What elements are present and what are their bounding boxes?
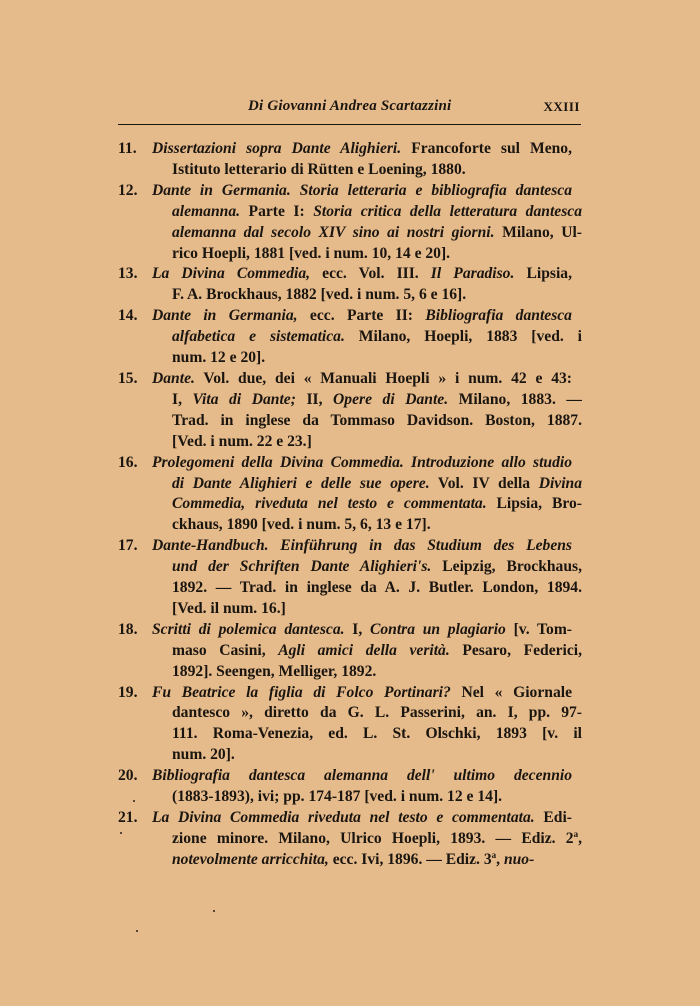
entry-text: [Ved. i num. 22 e 23.] (172, 432, 312, 450)
entry-number: 18. (118, 620, 138, 638)
title-italic: nuo- (503, 850, 535, 868)
title-italic: Scritti di polemica dantesca. (152, 620, 345, 638)
entry-number: 13. (118, 265, 138, 283)
entry-text: 111. Roma-Venezia, ed. L. St. Olschki, 1893 [v. il (172, 725, 582, 743)
print-speck (133, 800, 135, 802)
bibliography-entry (118, 766, 582, 808)
title-italic: Agli amici della verità. (278, 641, 450, 659)
entry-line (152, 306, 572, 327)
entry-text: I, (344, 620, 370, 638)
entry-number: 15. (118, 369, 138, 387)
entry-text: Pesaro, Federici, (449, 641, 583, 659)
print-speck (120, 832, 122, 834)
entry-text: Vol. due, dei « Manuali Hoepli » i num. 42 e 43: (194, 369, 572, 387)
entry-text: Milano, Ul- (494, 223, 582, 241)
header-rule (118, 124, 581, 125)
entry-text: Francoforte sul Meno, (401, 140, 572, 157)
title-italic: Divina (538, 474, 583, 492)
title-italic: und der Schriften Dante Alighieri's. (172, 558, 432, 576)
entry-number: 14. (118, 307, 138, 325)
bibliography-entry (118, 808, 582, 871)
entry-text: Leipzig, Brockhaus, (431, 558, 582, 576)
entry-text: (1883-1893), ivi; pp. 174-187 [ved. i num. 12 e 14]. (172, 788, 503, 806)
entry-text: Lipsia, Bro- (486, 495, 582, 513)
title-italic: Commedia, riveduta nel testo e commentata. (172, 495, 487, 513)
entry-text: , (578, 829, 582, 847)
entry-text: 1892. — Trad. in inglese da A. J. Butler. London, 1894. (172, 579, 582, 597)
entry-line (152, 766, 572, 787)
entry-line (152, 181, 572, 202)
title-italic: Contra un plagiario (369, 620, 506, 638)
entry-text: [v. Tom- (505, 620, 572, 638)
bibliography-entry (118, 683, 582, 767)
title-italic: alemanna. (172, 202, 241, 220)
entry-line (162, 411, 582, 432)
entry-text: 1892]. Seengen, Melliger, 1892. (172, 662, 377, 680)
entry-line (152, 536, 572, 557)
entry-line (152, 683, 572, 704)
title-italic: Dante in Germania, (152, 307, 298, 325)
entry-line (162, 850, 582, 871)
entry-text: II, (295, 390, 334, 408)
entry-text: Istituto letterario di Rütten e Loening, 1880. (172, 160, 466, 178)
entry-line (162, 494, 582, 515)
entry-text: Edi- (534, 809, 572, 826)
entry-text: ecc. Vol. III. (310, 265, 431, 283)
entry-text: , (496, 850, 504, 868)
entry-line (162, 578, 582, 599)
print-speck (213, 910, 215, 912)
entry-line (162, 745, 582, 766)
entry-line (162, 160, 582, 181)
title-italic: La Divina Commedia, (152, 265, 311, 283)
entry-line (152, 620, 572, 641)
title-italic: Dante. (152, 369, 195, 387)
entry-number: 20. (118, 767, 138, 785)
entry-text: ecc. Parte II: (297, 307, 426, 325)
entry-text: ecc. Ivi, 1896. — Ediz. 3 (328, 850, 492, 868)
entry-number: 11. (118, 140, 137, 157)
title-italic: Bibliografia dantesca (425, 307, 572, 325)
entry-text: ckhaus, 1890 [ved. i num. 5, 6, 13 e 17]. (172, 516, 431, 534)
bibliography-entry (118, 306, 582, 369)
bibliography-entry (118, 139, 582, 181)
bibliography-entry (118, 181, 582, 265)
entry-text: maso Casini, (172, 641, 279, 659)
entry-number: 16. (118, 453, 138, 471)
entry-line (162, 599, 582, 620)
entry-line (162, 202, 582, 223)
entry-text: rico Hoepli, 1881 [ved. i num. 10, 14 e 20]. (172, 244, 451, 262)
entry-line (162, 515, 582, 536)
entry-text: dantesco », diretto da G. L. Passerini, an. I, pp. 97- (172, 704, 582, 722)
entry-line (162, 327, 582, 348)
entry-number: 19. (118, 683, 138, 701)
title-italic: Dante in Germania. Storia letteraria e bibliografia dantesca (152, 181, 572, 199)
entry-line (162, 724, 582, 745)
bibliography-entry (118, 620, 582, 683)
entry-line (152, 453, 572, 474)
entry-text: Lipsia, (514, 265, 572, 283)
entry-text: Milano, Hoepli, 1883 [ved. i (344, 328, 582, 346)
entry-text: [Ved. il num. 16.] (172, 599, 286, 617)
entry-text: Nel « Giornale (450, 683, 572, 701)
header-title: Di Giovanni Andrea Scartazzini (248, 98, 452, 114)
entry-line (162, 348, 582, 369)
entry-text: zione minore. Milano, Ulrico Hoepli, 1893. — Ediz. 2 (172, 829, 574, 847)
print-speck (136, 930, 138, 932)
title-italic: Dante-Handbuch. Einführung in das Studium des Lebens (152, 537, 572, 555)
entry-line (162, 390, 582, 411)
bibliography-list (118, 139, 582, 871)
running-header (118, 98, 580, 118)
title-italic: Fu Beatrice la figlia di Folco Portinari? (152, 683, 451, 701)
entry-line (162, 223, 582, 244)
title-italic: notevolmente arricchita, (172, 850, 329, 868)
entry-number: 17. (118, 537, 138, 555)
entry-text: F. A. Brockhaus, 1882 [ved. i num. 5, 6 e 16]. (172, 286, 467, 304)
entry-text: num. 12 e 20]. (172, 349, 266, 367)
title-italic: Vita di Dante; (192, 390, 296, 408)
title-italic: alfabetica e sistematica. (172, 328, 345, 346)
entry-text: Milano, 1883. — (448, 390, 582, 408)
page-number: XXIII (543, 99, 580, 114)
entry-line (152, 369, 572, 390)
entry-line (162, 662, 582, 683)
entry-line (162, 829, 582, 850)
superscript: a (573, 828, 579, 839)
entry-line (162, 244, 582, 265)
entry-text: Trad. in inglese da Tommaso Davidson. Boston, 1887. (172, 411, 582, 429)
title-italic: Bibliografia dantesca alemanna dell' ultimo decennio (152, 767, 572, 785)
entry-line (152, 139, 572, 160)
superscript: a (491, 849, 497, 860)
entry-number: 12. (118, 181, 138, 199)
entry-line (162, 787, 582, 808)
title-italic: Opere di Dante. (333, 390, 449, 408)
bibliography-entry (118, 536, 582, 620)
entry-line (152, 808, 572, 829)
title-italic: Prolegomeni della Divina Commedia. Introduzione allo studio (152, 453, 572, 471)
entry-line (162, 703, 582, 724)
title-italic: La Divina Commedia riveduta nel testo e commentata. (152, 809, 535, 826)
bibliography-entry (118, 369, 582, 453)
entry-line (162, 557, 582, 578)
entry-text: Parte I: (240, 202, 314, 220)
title-italic: Storia critica della letteratura dantesca (313, 202, 582, 220)
bibliography-entry (118, 453, 582, 537)
entry-line (162, 432, 582, 453)
entry-text: I, (172, 390, 193, 408)
entry-line (162, 285, 582, 306)
entry-text: num. 20]. (172, 746, 235, 764)
entry-text: Vol. IV della (429, 474, 539, 492)
entry-line (162, 641, 582, 662)
entry-line (162, 474, 582, 495)
title-italic: Il Paradiso. (430, 265, 515, 283)
entry-number: 21. (118, 809, 138, 826)
title-italic: alemanna dal secolo XIV sino ai nostri giorni. (172, 223, 495, 241)
title-italic: Dissertazioni sopra Dante Alighieri. (152, 140, 402, 157)
entry-line (152, 264, 572, 285)
bibliography-entry (118, 264, 582, 306)
title-italic: di Dante Alighieri e delle sue opere. (172, 474, 430, 492)
